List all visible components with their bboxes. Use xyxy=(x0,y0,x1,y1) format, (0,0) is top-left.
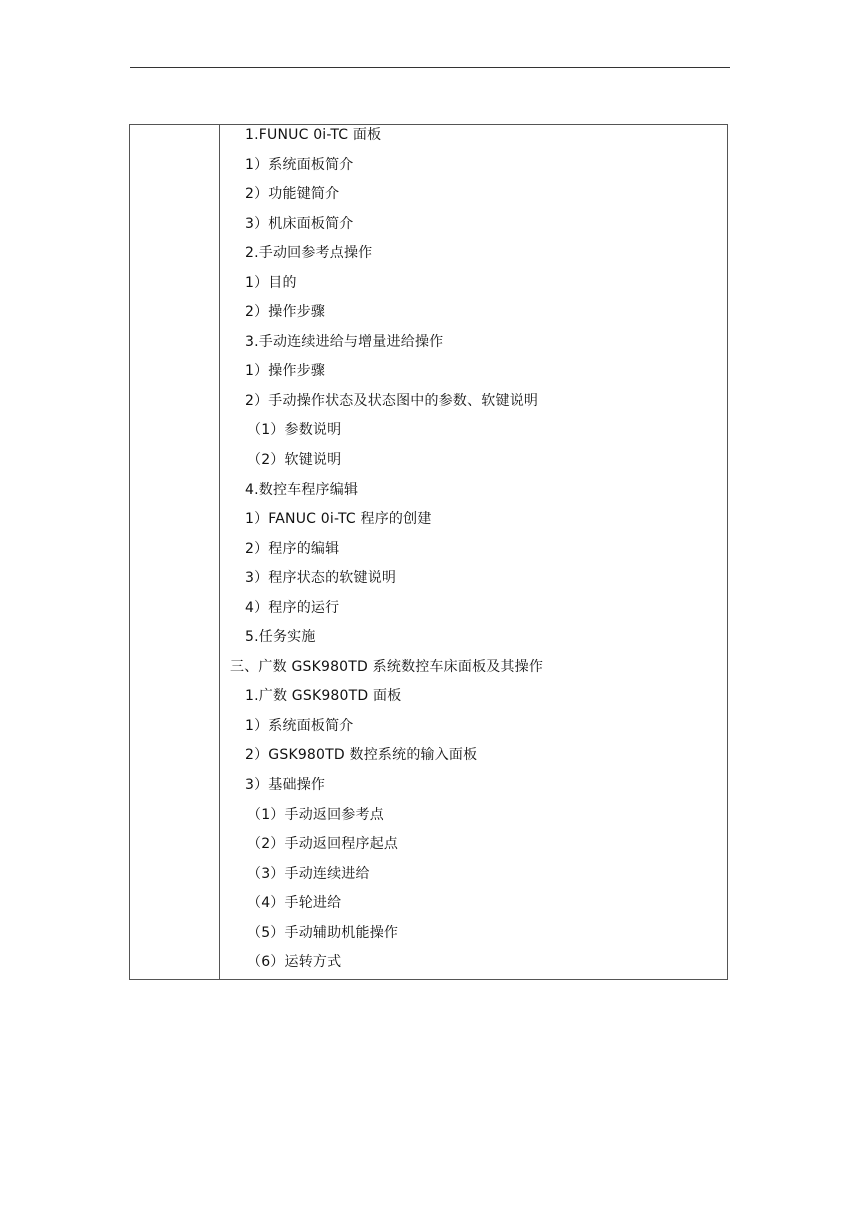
outline-item: 1.广数 GSK980TD 面板 xyxy=(245,688,402,705)
outline-item: 1.FUNUC 0i-TC 面板 xyxy=(245,127,382,143)
outline-item: 5.任务实施 xyxy=(245,629,316,646)
outline-item: 2）功能键简介 xyxy=(245,186,340,203)
outline-item: 1）系统面板简介 xyxy=(245,717,354,734)
outline-item: 3）机床面板简介 xyxy=(245,215,354,232)
table-content-column xyxy=(221,125,727,979)
outline-item: 2）操作步骤 xyxy=(245,304,326,321)
outline-item: 1）FANUC 0i-TC 程序的创建 xyxy=(245,511,432,528)
outline-item: （3）手动连续进给 xyxy=(247,865,370,882)
outline-item: （6）运转方式 xyxy=(247,954,342,971)
outline-item: 2）程序的编辑 xyxy=(245,540,340,557)
outline-item: 4）程序的运行 xyxy=(245,599,340,616)
outline-item: （4）手轮进给 xyxy=(247,895,342,912)
outline-item: 3）程序状态的软键说明 xyxy=(245,570,397,587)
outline-item: 2.手动回参考点操作 xyxy=(245,245,373,262)
outline-item: 1）操作步骤 xyxy=(245,363,326,380)
outline-item: 1）系统面板简介 xyxy=(245,156,354,173)
outline-item: （5）手动辅助机能操作 xyxy=(247,924,399,941)
outline-item: 3.手动连续进给与增量进给操作 xyxy=(245,333,444,350)
header-rule xyxy=(130,67,730,68)
outline-list xyxy=(221,125,727,982)
outline-item: （1）参数说明 xyxy=(247,422,342,439)
outline-item: （2）手动返回程序起点 xyxy=(247,836,399,853)
outline-item: 1）目的 xyxy=(245,274,297,291)
outline-item: 2）手动操作状态及状态图中的参数、软键说明 xyxy=(245,392,539,409)
table-left-column xyxy=(130,125,220,979)
outline-item: 4.数控车程序编辑 xyxy=(245,481,359,498)
outline-item: （2）软键说明 xyxy=(247,452,342,469)
outline-item: 3）基础操作 xyxy=(245,777,326,794)
outline-item: （1）手动返回参考点 xyxy=(247,806,384,823)
outline-item: 三、广数 GSK980TD 系统数控车床面板及其操作 xyxy=(230,658,544,675)
outline-table xyxy=(129,124,728,980)
outline-item: 2）GSK980TD 数控系统的输入面板 xyxy=(245,747,478,764)
